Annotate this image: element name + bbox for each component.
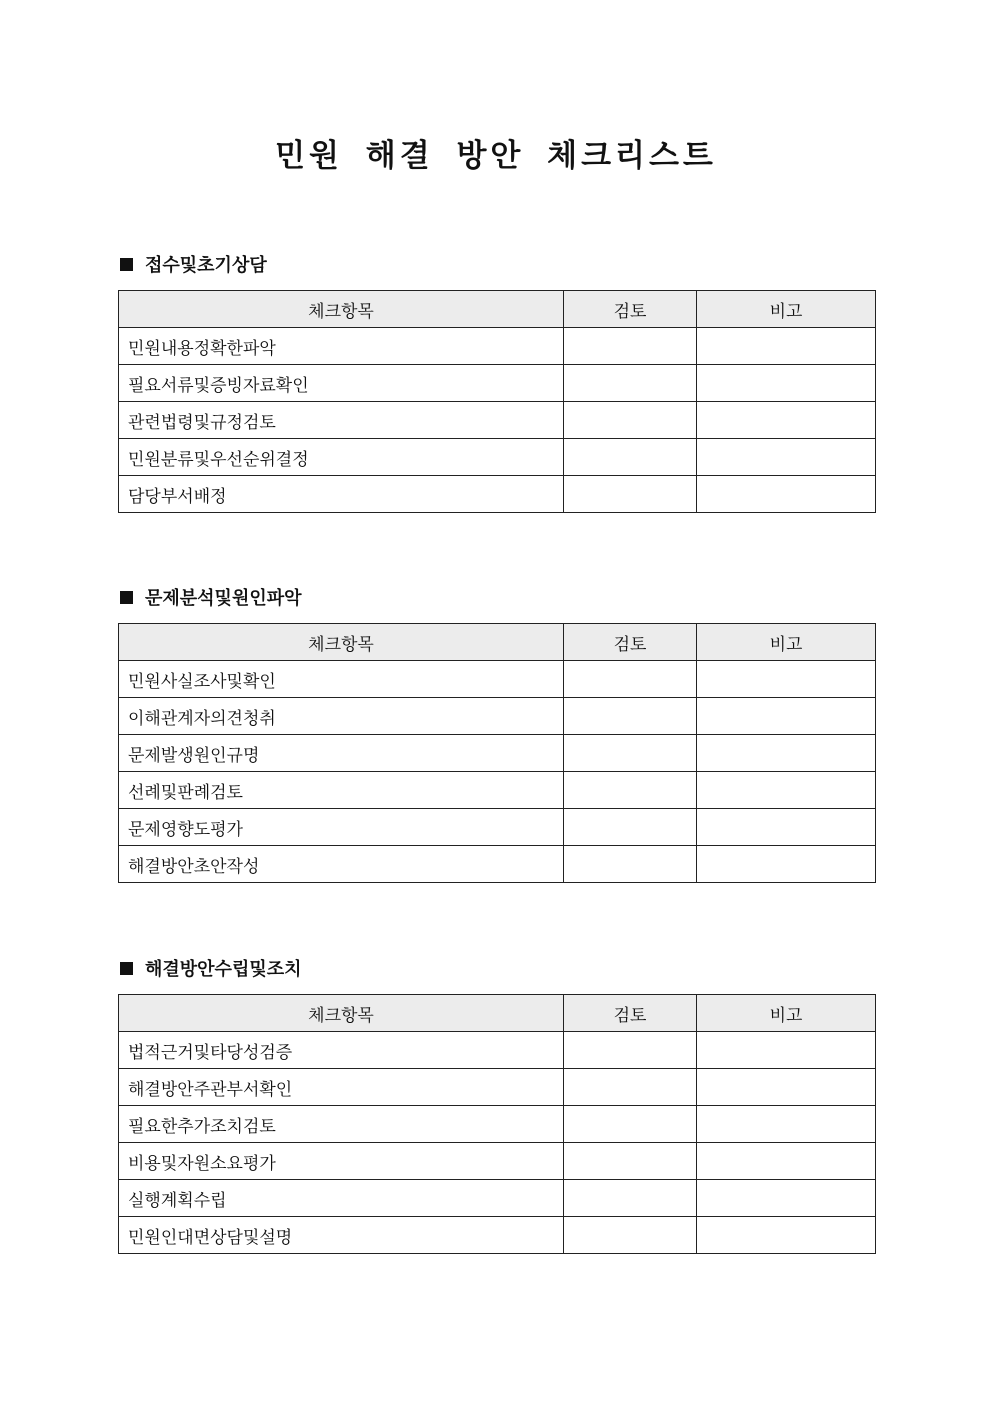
note-cell[interactable] (697, 735, 876, 772)
note-cell[interactable] (697, 698, 876, 735)
column-header-note: 비고 (697, 995, 876, 1032)
review-cell[interactable] (564, 1143, 697, 1180)
column-header-note: 비고 (697, 291, 876, 328)
review-cell[interactable] (564, 1069, 697, 1106)
section-heading-text: 해결방안수립및조치 (145, 959, 302, 980)
check-item-label: 비용및자원소요평가 (119, 1143, 564, 1180)
check-item-label: 실행계획수립 (119, 1180, 564, 1217)
section-heading (118, 955, 875, 981)
note-cell[interactable] (697, 365, 876, 402)
review-cell[interactable] (564, 1180, 697, 1217)
section-heading-text: 접수및초기상담 (145, 255, 267, 276)
review-cell[interactable] (564, 1217, 697, 1254)
table-header-row (119, 995, 876, 1032)
note-cell[interactable] (697, 809, 876, 846)
note-cell[interactable] (697, 1032, 876, 1069)
check-item-label: 필요서류및증빙자료확인 (119, 365, 564, 402)
note-cell[interactable] (697, 1106, 876, 1143)
note-cell[interactable] (697, 1143, 876, 1180)
review-cell[interactable] (564, 772, 697, 809)
table-header-row (119, 624, 876, 661)
document-title: 민원 해결 방안 체크리스트 (275, 138, 717, 174)
check-item-label: 민원분류및우선순위결정 (119, 439, 564, 476)
check-item-label: 문제발생원인규명 (119, 735, 564, 772)
section-intake (118, 251, 875, 513)
checklist-table (118, 994, 876, 1254)
check-item-label: 담당부서배정 (119, 476, 564, 513)
note-cell[interactable] (697, 402, 876, 439)
review-cell[interactable] (564, 402, 697, 439)
review-cell[interactable] (564, 476, 697, 513)
column-header-review: 검토 (564, 995, 697, 1032)
note-cell[interactable] (697, 772, 876, 809)
note-cell[interactable] (697, 1180, 876, 1217)
review-cell[interactable] (564, 328, 697, 365)
table-row (119, 1032, 876, 1069)
square-bullet-icon (120, 591, 133, 604)
table-row (119, 698, 876, 735)
review-cell[interactable] (564, 1032, 697, 1069)
check-item-label: 민원인대면상담및설명 (119, 1217, 564, 1254)
table-row (119, 1217, 876, 1254)
note-cell[interactable] (697, 439, 876, 476)
review-cell[interactable] (564, 846, 697, 883)
column-header-review: 검토 (564, 291, 697, 328)
note-cell[interactable] (697, 661, 876, 698)
table-row (119, 846, 876, 883)
column-header-item: 체크항목 (119, 291, 564, 328)
check-item-label: 민원내용정확한파악 (119, 328, 564, 365)
table-row (119, 809, 876, 846)
check-item-label: 문제영향도평가 (119, 809, 564, 846)
square-bullet-icon (120, 258, 133, 271)
table-row (119, 1069, 876, 1106)
review-cell[interactable] (564, 365, 697, 402)
review-cell[interactable] (564, 439, 697, 476)
table-row (119, 476, 876, 513)
table-row (119, 1143, 876, 1180)
section-heading (118, 251, 875, 277)
check-item-label: 법적근거및타당성검증 (119, 1032, 564, 1069)
section-heading (118, 584, 875, 610)
check-item-label: 선례및판례검토 (119, 772, 564, 809)
check-item-label: 해결방안초안작성 (119, 846, 564, 883)
review-cell[interactable] (564, 661, 697, 698)
check-item-label: 관련법령및규정검토 (119, 402, 564, 439)
table-row (119, 439, 876, 476)
square-bullet-icon (120, 962, 133, 975)
review-cell[interactable] (564, 1106, 697, 1143)
note-cell[interactable] (697, 1217, 876, 1254)
table-row (119, 735, 876, 772)
column-header-item: 체크항목 (119, 995, 564, 1032)
check-item-label: 이해관계자의견청취 (119, 698, 564, 735)
section-resolution (118, 955, 875, 1254)
note-cell[interactable] (697, 846, 876, 883)
check-item-label: 필요한추가조치검토 (119, 1106, 564, 1143)
check-item-label: 민원사실조사및확인 (119, 661, 564, 698)
table-row (119, 365, 876, 402)
review-cell[interactable] (564, 809, 697, 846)
table-row (119, 661, 876, 698)
checklist-table (118, 290, 876, 513)
section-heading-text: 문제분석및원인파악 (145, 588, 302, 609)
table-row (119, 328, 876, 365)
table-row (119, 1106, 876, 1143)
column-header-item: 체크항목 (119, 624, 564, 661)
column-header-review: 검토 (564, 624, 697, 661)
column-header-note: 비고 (697, 624, 876, 661)
note-cell[interactable] (697, 1069, 876, 1106)
check-item-label: 해결방안주관부서확인 (119, 1069, 564, 1106)
note-cell[interactable] (697, 476, 876, 513)
review-cell[interactable] (564, 735, 697, 772)
review-cell[interactable] (564, 698, 697, 735)
section-analysis (118, 584, 875, 883)
table-header-row (119, 291, 876, 328)
table-row (119, 1180, 876, 1217)
checklist-table (118, 623, 876, 883)
table-row (119, 402, 876, 439)
note-cell[interactable] (697, 328, 876, 365)
table-row (119, 772, 876, 809)
